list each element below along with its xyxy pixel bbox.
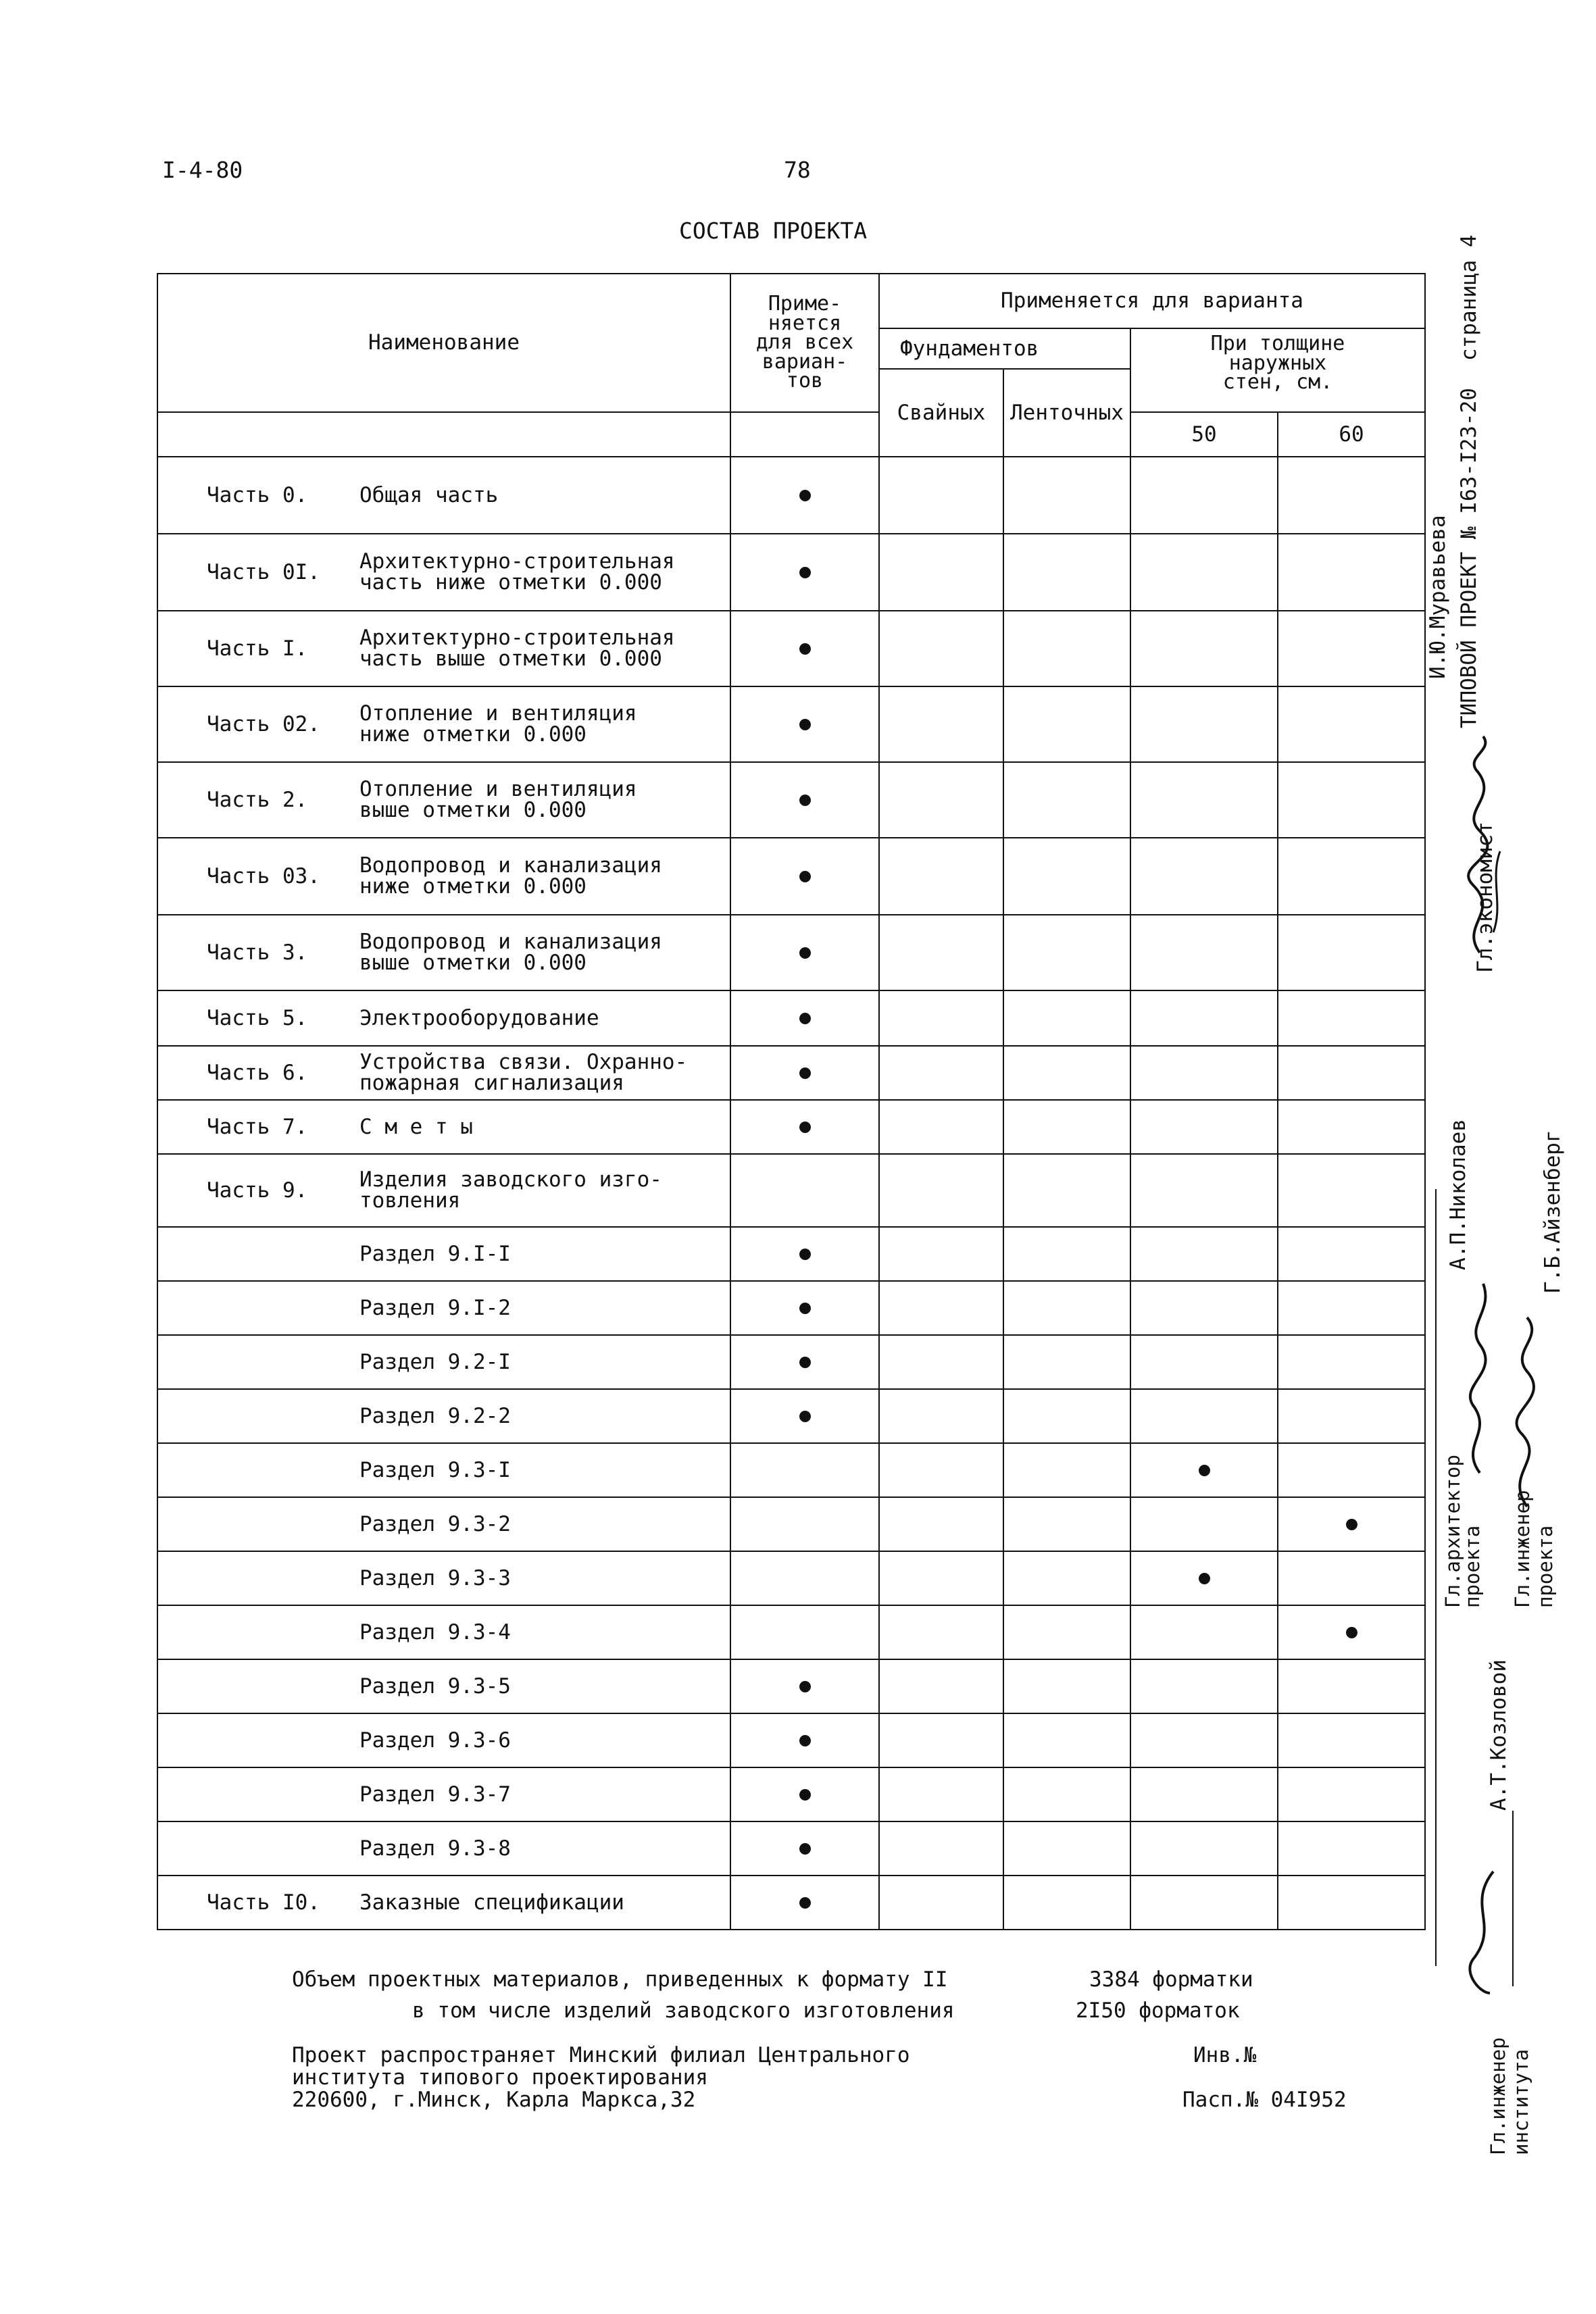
applicability-cell bbox=[1130, 1046, 1278, 1100]
part-title: Отопление и вентиляция ниже отметки 0.000 bbox=[359, 701, 637, 747]
applicability-cell bbox=[730, 1713, 879, 1767]
applicability-cell bbox=[1130, 838, 1278, 915]
applicability-dot-icon bbox=[799, 947, 811, 959]
applicability-cell bbox=[1003, 1443, 1130, 1497]
applicability-dot-icon bbox=[799, 1303, 811, 1314]
table-row bbox=[157, 1389, 1425, 1443]
applicability-cell bbox=[730, 1046, 879, 1100]
applicability-cell bbox=[730, 915, 879, 990]
applicability-cell bbox=[730, 990, 879, 1046]
applicability-cell bbox=[879, 1876, 1003, 1930]
applicability-dot-icon bbox=[799, 490, 811, 501]
header-pile: Свайных bbox=[879, 369, 1003, 457]
table-row bbox=[157, 990, 1425, 1046]
applicability-cell bbox=[1003, 1281, 1130, 1335]
applicability-cell bbox=[1278, 1100, 1425, 1154]
document-code: I-4-80 bbox=[162, 157, 243, 183]
table-row bbox=[157, 1713, 1425, 1767]
applicability-cell bbox=[1278, 1551, 1425, 1605]
table-row bbox=[157, 1767, 1425, 1821]
applicability-cell bbox=[730, 457, 879, 534]
applicability-cell bbox=[730, 1154, 879, 1227]
applicability-cell bbox=[879, 915, 1003, 990]
distributor-address: 220600, г.Минск, Карла Маркса,32 bbox=[292, 2088, 696, 2112]
applicability-cell bbox=[1003, 1713, 1130, 1767]
applicability-cell bbox=[1130, 1281, 1278, 1335]
applicability-cell bbox=[1003, 534, 1130, 611]
document-title: СОСТАВ ПРОЕКТА bbox=[679, 218, 868, 244]
part-number: Часть 03. bbox=[207, 863, 320, 888]
part-number: Часть 3. bbox=[207, 940, 308, 965]
applicability-cell bbox=[730, 1821, 879, 1876]
table-row bbox=[157, 1227, 1425, 1281]
applicability-cell bbox=[1278, 1335, 1425, 1389]
part-title: Водопровод и канализация выше отметки 0.000 bbox=[359, 930, 662, 975]
part-title: Раздел 9.3-3 bbox=[359, 1565, 511, 1590]
applicability-cell bbox=[1278, 534, 1425, 611]
applicability-dot-icon bbox=[799, 567, 811, 578]
applicability-cell bbox=[730, 1443, 879, 1497]
applicability-dot-icon bbox=[1346, 1519, 1357, 1530]
project-composition-table bbox=[157, 273, 1426, 1930]
applicability-dot-icon bbox=[799, 1067, 811, 1079]
applicability-cell bbox=[730, 1767, 879, 1821]
part-number: Часть I. bbox=[207, 636, 308, 661]
header-wall-thickness: При толщине наружных стен, см. bbox=[1130, 328, 1425, 412]
applicability-cell bbox=[1003, 1227, 1130, 1281]
table-row bbox=[157, 534, 1425, 611]
applicability-cell bbox=[730, 1659, 879, 1713]
applicability-dot-icon bbox=[799, 1681, 811, 1692]
distributor-line: Проект распространяет Минский филиал Центрального bbox=[292, 2043, 910, 2067]
part-number: Часть 7. bbox=[207, 1114, 308, 1139]
applicability-cell bbox=[879, 611, 1003, 686]
table-row bbox=[157, 762, 1425, 838]
applicability-cell bbox=[1130, 1497, 1278, 1551]
applicability-cell bbox=[879, 1154, 1003, 1227]
applicability-cell bbox=[730, 1605, 879, 1659]
stamp-divider bbox=[1512, 1811, 1514, 1986]
applicability-cell bbox=[1130, 1335, 1278, 1389]
applicability-cell bbox=[879, 990, 1003, 1046]
applicability-cell bbox=[879, 1227, 1003, 1281]
part-title: Электрооборудование bbox=[359, 1005, 599, 1030]
passport-number: Пасп.№ 04I952 bbox=[1182, 2088, 1347, 2112]
applicability-cell bbox=[1130, 1551, 1278, 1605]
table-row bbox=[157, 1876, 1425, 1930]
applicability-cell bbox=[879, 1659, 1003, 1713]
applicability-cell bbox=[1278, 686, 1425, 762]
applicability-cell bbox=[1003, 762, 1130, 838]
applicability-dot-icon bbox=[799, 1013, 811, 1024]
economist-signature bbox=[1453, 730, 1514, 959]
table-row bbox=[157, 1281, 1425, 1335]
applicability-dot-icon bbox=[799, 1843, 811, 1855]
stamp-institute-engineer-title: Гл.инженер института bbox=[1487, 2037, 1532, 2155]
part-number: Часть 0I. bbox=[207, 559, 320, 584]
applicability-dot-icon bbox=[799, 795, 811, 806]
header-foundations: Фундаментов bbox=[879, 328, 1130, 369]
table-row bbox=[157, 1659, 1425, 1713]
applicability-dot-icon bbox=[799, 1411, 811, 1422]
applicability-cell bbox=[1003, 1154, 1130, 1227]
applicability-cell bbox=[1278, 1876, 1425, 1930]
applicability-cell bbox=[1278, 457, 1425, 534]
applicability-cell bbox=[879, 838, 1003, 915]
stamp-institute-engineer-name: А.Т.Козловой bbox=[1487, 1659, 1511, 1811]
applicability-cell bbox=[1003, 1551, 1130, 1605]
part-title: Раздел 9.3-7 bbox=[359, 1782, 511, 1807]
applicability-cell bbox=[1278, 1227, 1425, 1281]
applicability-cell bbox=[1130, 1443, 1278, 1497]
applicability-cell bbox=[1130, 457, 1278, 534]
part-title: Отопление и вентиляция выше отметки 0.000 bbox=[359, 777, 637, 822]
applicability-cell bbox=[1278, 1154, 1425, 1227]
stamp-architect-title: Гл.архитектор проекта bbox=[1441, 1455, 1484, 1608]
applicability-cell bbox=[1003, 1497, 1130, 1551]
applicability-cell bbox=[1003, 1659, 1130, 1713]
part-number: Часть 9. bbox=[207, 1178, 308, 1203]
table-row bbox=[157, 1821, 1425, 1876]
applicability-cell bbox=[879, 457, 1003, 534]
applicability-cell bbox=[1130, 915, 1278, 990]
applicability-dot-icon bbox=[1346, 1627, 1357, 1638]
table-row bbox=[157, 1335, 1425, 1389]
applicability-cell bbox=[1130, 1154, 1278, 1227]
table-row bbox=[157, 1100, 1425, 1154]
applicability-cell bbox=[730, 1227, 879, 1281]
applicability-cell bbox=[1003, 1605, 1130, 1659]
applicability-cell bbox=[1278, 1821, 1425, 1876]
table-row bbox=[157, 611, 1425, 686]
header-wall-60: 60 bbox=[1278, 412, 1425, 457]
applicability-cell bbox=[730, 1281, 879, 1335]
applicability-cell bbox=[1003, 1767, 1130, 1821]
institute-engineer-signature bbox=[1453, 1865, 1507, 2000]
applicability-cell bbox=[879, 1821, 1003, 1876]
part-title: Архитектурно-строительная часть выше отметки 0.000 bbox=[359, 626, 675, 671]
applicability-dot-icon bbox=[799, 1357, 811, 1368]
applicability-cell bbox=[1130, 1227, 1278, 1281]
part-title: Раздел 9.3-2 bbox=[359, 1511, 511, 1536]
table-row bbox=[157, 1154, 1425, 1227]
applicability-cell bbox=[1130, 534, 1278, 611]
table-row bbox=[157, 457, 1425, 534]
applicability-cell bbox=[1003, 1046, 1130, 1100]
applicability-cell bbox=[879, 1046, 1003, 1100]
including-value: 2I50 форматок bbox=[1076, 1998, 1240, 2023]
applicability-dot-icon bbox=[799, 1122, 811, 1133]
table-row bbox=[157, 1605, 1425, 1659]
including-label: в том числе изделий заводского изготовления bbox=[412, 1998, 955, 2023]
applicability-dot-icon bbox=[799, 1249, 811, 1260]
part-number: Часть 5. bbox=[207, 1005, 308, 1030]
part-title: Изделия заводского изго- товления bbox=[359, 1167, 662, 1213]
table-row bbox=[157, 1497, 1425, 1551]
header-all-variants: Приме- няется для всех вариан- тов bbox=[730, 274, 879, 412]
applicability-dot-icon bbox=[799, 1735, 811, 1746]
stamp-architect-name: А.П.Николаев bbox=[1446, 1119, 1470, 1270]
applicability-cell bbox=[1130, 762, 1278, 838]
stamp-page-label: страница 4 bbox=[1457, 234, 1481, 361]
inventory-number-label: Инв.№ bbox=[1193, 2043, 1257, 2067]
applicability-cell bbox=[730, 762, 879, 838]
applicability-cell bbox=[730, 611, 879, 686]
table-row bbox=[157, 1551, 1425, 1605]
applicability-cell bbox=[879, 534, 1003, 611]
page-number: 78 bbox=[784, 157, 811, 183]
applicability-cell bbox=[879, 686, 1003, 762]
applicability-cell bbox=[1130, 1100, 1278, 1154]
applicability-cell bbox=[1003, 990, 1130, 1046]
applicability-cell bbox=[1130, 1605, 1278, 1659]
applicability-cell bbox=[879, 1335, 1003, 1389]
part-title: Раздел 9.2-2 bbox=[359, 1403, 511, 1428]
applicability-cell bbox=[879, 1767, 1003, 1821]
applicability-cell bbox=[1003, 1335, 1130, 1389]
part-title: Водопровод и канализация ниже отметки 0.000 bbox=[359, 853, 662, 899]
applicability-cell bbox=[1278, 990, 1425, 1046]
header-applies-for-variant: Применяется для варианта bbox=[879, 274, 1425, 328]
part-title: Раздел 9.3-5 bbox=[359, 1674, 511, 1699]
applicability-cell bbox=[879, 1713, 1003, 1767]
applicability-cell bbox=[1003, 915, 1130, 990]
part-number: Часть I0. bbox=[207, 1890, 320, 1915]
applicability-cell bbox=[879, 1389, 1003, 1443]
applicability-cell bbox=[1278, 1605, 1425, 1659]
applicability-cell bbox=[879, 1605, 1003, 1659]
applicability-cell bbox=[730, 1876, 879, 1930]
header-wall-50: 50 bbox=[1130, 412, 1278, 457]
part-title: Раздел 9.3-8 bbox=[359, 1836, 511, 1861]
applicability-cell bbox=[730, 1389, 879, 1443]
applicability-cell bbox=[1278, 1443, 1425, 1497]
part-title: Раздел 9.3-4 bbox=[359, 1619, 511, 1644]
applicability-cell bbox=[1278, 1497, 1425, 1551]
part-title: Раздел 9.3-I bbox=[359, 1457, 511, 1482]
applicability-cell bbox=[730, 1551, 879, 1605]
applicability-cell bbox=[1130, 1389, 1278, 1443]
applicability-dot-icon bbox=[799, 871, 811, 882]
applicability-cell bbox=[1003, 457, 1130, 534]
applicability-dot-icon bbox=[799, 719, 811, 730]
applicability-cell bbox=[1003, 1389, 1130, 1443]
applicability-cell bbox=[1278, 762, 1425, 838]
applicability-cell bbox=[1278, 611, 1425, 686]
distributor-line: института типового проектирования bbox=[292, 2065, 708, 2090]
part-title: Раздел 9.3-6 bbox=[359, 1728, 511, 1753]
stamp-engineer-name: Г.Б.Айзенберг bbox=[1541, 1130, 1565, 1294]
applicability-dot-icon bbox=[799, 643, 811, 655]
stamp-divider bbox=[1435, 1189, 1437, 1966]
applicability-cell bbox=[879, 1281, 1003, 1335]
stamp-project-number: ТИПОВОЙ ПРОЕКТ № I63-I23-20 bbox=[1457, 388, 1481, 728]
applicability-cell bbox=[1130, 686, 1278, 762]
applicability-cell bbox=[730, 1335, 879, 1389]
volume-label: Объем проектных материалов, приведенных к формату II bbox=[292, 1967, 948, 1992]
applicability-cell bbox=[1278, 1389, 1425, 1443]
applicability-cell bbox=[1130, 990, 1278, 1046]
applicability-dot-icon bbox=[799, 1789, 811, 1801]
part-title: Устройства связи. Охранно- пожарная сигнализация bbox=[359, 1050, 688, 1095]
applicability-cell bbox=[1278, 1046, 1425, 1100]
part-number: Часть 2. bbox=[207, 787, 308, 812]
applicability-cell bbox=[1130, 611, 1278, 686]
applicability-cell bbox=[1278, 1713, 1425, 1767]
architect-signature bbox=[1453, 1277, 1507, 1480]
stamp-economist-name: И.Ю.Муравьева bbox=[1426, 515, 1450, 679]
part-number: Часть 6. bbox=[207, 1060, 308, 1085]
applicability-cell bbox=[879, 1497, 1003, 1551]
part-number: Часть 0. bbox=[207, 482, 308, 507]
part-title: Раздел 9.I-2 bbox=[359, 1295, 511, 1320]
part-title: С м е т ы bbox=[359, 1114, 473, 1139]
table-row bbox=[157, 1443, 1425, 1497]
volume-value: 3384 форматки bbox=[1089, 1967, 1253, 1992]
applicability-cell bbox=[730, 534, 879, 611]
applicability-cell bbox=[1278, 1281, 1425, 1335]
stamp-engineer-title: Гл.инженер проекта bbox=[1511, 1490, 1557, 1608]
applicability-cell bbox=[730, 1497, 879, 1551]
part-title: Архитектурно-строительная часть ниже отметки 0.000 bbox=[359, 549, 675, 595]
applicability-cell bbox=[1003, 1876, 1130, 1930]
applicability-cell bbox=[730, 686, 879, 762]
applicability-dot-icon bbox=[1199, 1465, 1210, 1476]
table-row bbox=[157, 838, 1425, 915]
applicability-cell bbox=[1003, 1100, 1130, 1154]
stamp-economist-title: Гл.экономист bbox=[1473, 822, 1497, 973]
part-title: Раздел 9.I-I bbox=[359, 1241, 511, 1266]
applicability-cell bbox=[1130, 1876, 1278, 1930]
applicability-cell bbox=[879, 1100, 1003, 1154]
applicability-cell bbox=[1130, 1713, 1278, 1767]
applicability-cell bbox=[1278, 915, 1425, 990]
applicability-dot-icon bbox=[799, 1897, 811, 1909]
table-row bbox=[157, 1046, 1425, 1100]
applicability-cell bbox=[879, 762, 1003, 838]
engineer-signature bbox=[1500, 1311, 1554, 1513]
applicability-cell bbox=[730, 1100, 879, 1154]
part-title: Общая часть bbox=[359, 482, 499, 507]
table-row bbox=[157, 686, 1425, 762]
applicability-cell bbox=[1130, 1767, 1278, 1821]
applicability-cell bbox=[879, 1551, 1003, 1605]
applicability-cell bbox=[1003, 1821, 1130, 1876]
applicability-cell bbox=[1130, 1659, 1278, 1713]
applicability-cell bbox=[1278, 838, 1425, 915]
applicability-cell bbox=[1278, 1767, 1425, 1821]
part-number: Часть 02. bbox=[207, 711, 320, 736]
part-title: Раздел 9.2-I bbox=[359, 1349, 511, 1374]
applicability-cell bbox=[1278, 1659, 1425, 1713]
header-strip: Ленточных bbox=[1003, 369, 1130, 457]
part-title: Заказные спецификации bbox=[359, 1890, 624, 1915]
applicability-dot-icon bbox=[1199, 1573, 1210, 1584]
header-name: Наименование bbox=[157, 274, 730, 412]
applicability-cell bbox=[1130, 1821, 1278, 1876]
applicability-cell bbox=[1003, 611, 1130, 686]
table-row bbox=[157, 915, 1425, 990]
applicability-cell bbox=[1003, 686, 1130, 762]
applicability-cell bbox=[1003, 838, 1130, 915]
applicability-cell bbox=[730, 838, 879, 915]
applicability-cell bbox=[879, 1443, 1003, 1497]
